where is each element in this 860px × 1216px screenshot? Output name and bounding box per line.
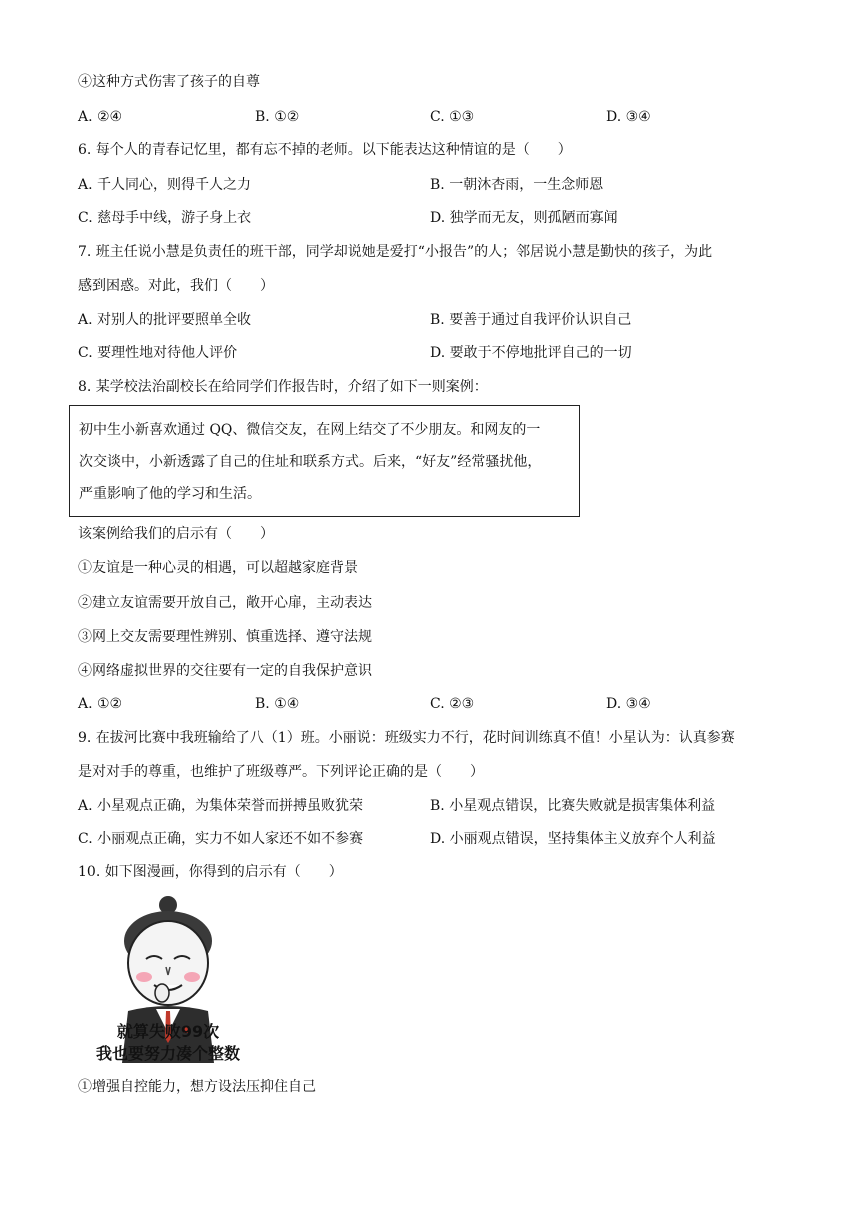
q7-option-d[interactable]: D. 要敢于不停地批评自己的一切	[430, 345, 632, 361]
q9-option-c[interactable]: C. 小丽观点正确，实力不如人家还不如不参赛	[78, 831, 364, 847]
q8-case-line: 次交谈中，小新透露了自己的住址和联系方式。后来，“好友”经常骚扰他，	[79, 454, 542, 470]
q5-option-c[interactable]: C. ①③	[430, 109, 475, 125]
q8-case-line: 初中生小新喜欢通过 QQ、微信交友，在网上结交了不少朋友。和网友的一	[79, 422, 541, 438]
q8-option-c[interactable]: C. ②③	[430, 696, 475, 712]
q8-statement-2: ②建立友谊需要开放自己，敞开心扉，主动表达	[78, 595, 372, 611]
q8-case-box	[69, 405, 580, 517]
q6-stem: 6. 每个人的青春记忆里，都有忘不掉的老师。以下能表达这种情谊的是（ ）	[78, 142, 572, 158]
q7-stem-line1: 7. 班主任说小慧是负责任的班干部，同学却说她是爱打“小报告”的人；邻居说小慧是勤快的孩子，为此	[78, 244, 713, 260]
q9-stem-line2: 是对对手的尊重，也维护了班级尊严。下列评论正确的是（ ）	[78, 764, 484, 780]
q10-stem: 10. 如下图漫画，你得到的启示有（ ）	[78, 864, 343, 880]
q8-option-b[interactable]: B. ①④	[255, 696, 300, 712]
q5-option-b[interactable]: B. ①②	[255, 109, 300, 125]
q7-option-b[interactable]: B. 要善于通过自我评价认识自己	[430, 312, 632, 328]
q8-stem: 8. 某学校法治副校长在给同学们作报告时，介绍了如下一则案例：	[78, 379, 488, 395]
q9-option-a[interactable]: A. 小星观点正确，为集体荣誉而拼搏虽败犹荣	[78, 798, 364, 814]
q8-statement-1: ①友谊是一种心灵的相遇，可以超越家庭背景	[78, 560, 358, 576]
q8-case-line: 严重影响了他的学习和生活。	[79, 486, 261, 502]
q7-option-c[interactable]: C. 要理性地对待他人评价	[78, 345, 238, 361]
q6-option-b[interactable]: B. 一朝沐杏雨，一生念师恩	[430, 177, 604, 193]
cartoon-caption-line2: 我也要努力凑个整数	[95, 1044, 240, 1063]
q8-question: 该案例给我们的启示有（ ）	[78, 526, 274, 542]
q9-option-d[interactable]: D. 小丽观点错误，坚持集体主义放弃个人利益	[430, 831, 716, 847]
q6-option-a[interactable]: A. 千人同心，则得千人之力	[78, 177, 252, 193]
q5-option-d[interactable]: D. ③④	[606, 109, 651, 125]
q7-option-a[interactable]: A. 对别人的批评要照单全收	[78, 312, 252, 328]
q5-option-a[interactable]: A. ②④	[78, 109, 123, 125]
q9-stem-line1: 9. 在拔河比赛中我班输给了八（1）班。小丽说：班级实力不行，花时间训练真不值！小星认为：认真参赛	[78, 730, 735, 746]
q6-option-c[interactable]: C. 慈母手中线，游子身上衣	[78, 210, 252, 226]
q9-option-b[interactable]: B. 小星观点错误，比赛失败就是损害集体利益	[430, 798, 716, 814]
cartoon-caption-line1: 就算失败99次	[116, 1022, 220, 1041]
q8-statement-3: ③网上交友需要理性辨别、慎重选择、遵守法规	[78, 629, 372, 645]
q8-statement-4: ④网络虚拟世界的交往要有一定的自我保护意识	[78, 663, 372, 679]
q8-option-a[interactable]: A. ①②	[78, 696, 123, 712]
q6-option-d[interactable]: D. 独学而无友，则孤陋而寡闻	[430, 210, 618, 226]
q10-statement-1: ①增强自控能力，想方设法压抑住自己	[78, 1079, 316, 1095]
q7-stem-line2: 感到困惑。对此，我们（ ）	[78, 278, 274, 294]
q5-statement-4: ④这种方式伤害了孩子的自尊	[78, 74, 260, 90]
q8-option-d[interactable]: D. ③④	[606, 696, 651, 712]
